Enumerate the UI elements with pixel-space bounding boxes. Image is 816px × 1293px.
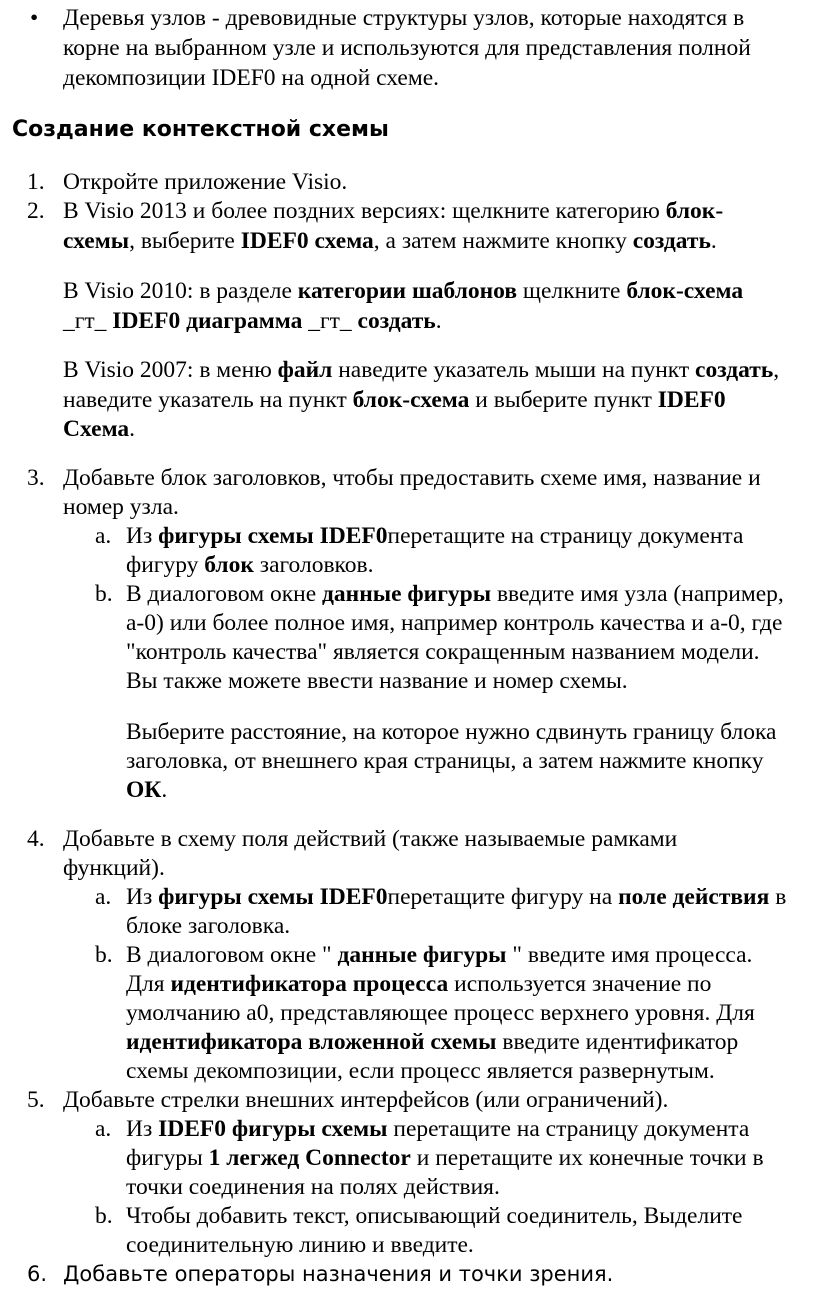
step-3a-mark: a.: [95, 523, 112, 549]
step-3b-para2-line-1: Выберите расстояние, на которое нужно сдвинуть границу блока: [126, 719, 777, 745]
step-4b-line-2: Для идентификатора процесса используется значение по: [126, 971, 712, 997]
step-3a-line-2: фигуру блок заголовков.: [126, 552, 374, 578]
step-3-number: 3.: [27, 465, 45, 491]
step-3b-para2-line-2: заголовка, от внешнего края страницы, а затем нажмите кнопку: [126, 748, 764, 774]
step-1-number: 1.: [27, 169, 45, 195]
step-4b-mark: b.: [95, 942, 113, 968]
step-4a-mark: a.: [95, 884, 112, 910]
step-2-line-1: В Visio 2013 и более поздних версиях: щелкните категорию блок-: [63, 198, 724, 224]
step-2-visio2007-line-2: наведите указатель на пункт блок-схема и выберите пункт IDEF0: [63, 387, 726, 413]
section-heading: Создание контекстной схемы: [12, 117, 389, 142]
step-3-line-2: номер узла.: [63, 494, 179, 520]
bullet-line-2: корне на выбранном узле и используются для представления полной: [63, 35, 751, 61]
step-5a-mark: a.: [95, 1116, 112, 1142]
step-3b-line-2: а-0) или более полное имя, например контроль качества и а-0, где: [126, 610, 783, 636]
bullet-line-1: Деревья узлов - древовидные структуры узлов, которые находятся в: [63, 5, 745, 31]
step-3b-line-1: В диалоговом окне данные фигуры введите имя узла (например,: [126, 581, 784, 607]
step-1-text: Откройте приложение Visio.: [63, 169, 348, 195]
step-4b-line-1: В диалоговом окне " данные фигуры " введите имя процесса.: [126, 942, 753, 968]
step-6-text: Добавьте операторы назначения и точки зрения.: [63, 1262, 614, 1286]
bullet-line-3: декомпозиции IDEF0 на одной схеме.: [63, 65, 439, 91]
step-4-line-1: Добавьте в схему поля действий (также называемые рамками: [63, 826, 678, 852]
step-4a-line-2: блоке заголовка.: [126, 913, 291, 939]
step-3b-para2-line-3: ОК.: [126, 777, 168, 803]
step-2-number: 2.: [27, 198, 45, 224]
step-2-visio2010-line-1: В Visio 2010: в разделе категории шаблонов щелкните блок-схема: [63, 278, 744, 304]
step-4b-line-5: схемы декомпозиции, если процесс является развернутым.: [126, 1058, 715, 1084]
step-5-number: 5.: [27, 1087, 45, 1113]
step-3-line-1: Добавьте блок заголовков, чтобы предоставить схеме имя, название и: [63, 465, 761, 491]
step-3b-mark: b.: [95, 581, 113, 607]
step-2-visio2010-line-2: _гт_ IDEF0 диаграмма _гт_ создать.: [63, 308, 442, 334]
step-4a-line-1: Из фигуры схемы IDEF0перетащите фигуру на поле действия в: [126, 884, 787, 910]
step-5a-line-2: фигуры 1 легжед Connector и перетащите их конечные точки в: [126, 1145, 764, 1171]
step-2-visio2007-line-1: В Visio 2007: в меню файл наведите указатель мыши на пункт создать,: [63, 357, 780, 383]
step-4b-line-3: умолчанию а0, представляющее процесс верхнего уровня. Для: [126, 1000, 755, 1026]
step-4-line-2: функций).: [63, 855, 165, 881]
step-3a-line-1: Из фигуры схемы IDEF0перетащите на страницу документа: [126, 523, 744, 549]
step-4-number: 4.: [27, 826, 45, 852]
step-3b-line-4: Вы также можете ввести название и номер схемы.: [126, 668, 628, 694]
step-5a-line-1: Из IDEF0 фигуры схемы перетащите на страницу документа: [126, 1116, 750, 1142]
step-5a-line-3: точки соединения на полях действия.: [126, 1174, 500, 1200]
step-5-line-1: Добавьте стрелки внешних интерфейсов (или ограничений).: [63, 1087, 669, 1113]
bullet-marker: •: [30, 5, 39, 31]
step-2-line-2: схемы, выберите IDEF0 схема, а затем нажмите кнопку создать.: [63, 228, 717, 254]
step-5b-line-1: Чтобы добавить текст, описывающий соединитель, Выделите: [126, 1203, 743, 1229]
step-4b-line-4: идентификатора вложенной схемы введите идентификатор: [126, 1029, 739, 1055]
step-5b-line-2: соединительную линию и введите.: [126, 1232, 474, 1258]
step-6-number: 6.: [27, 1262, 48, 1286]
step-2-visio2007-line-3: Схема.: [63, 416, 136, 442]
step-3b-line-3: "контроль качества" является сокращенным названием модели.: [126, 639, 760, 665]
step-5b-mark: b.: [95, 1203, 113, 1229]
